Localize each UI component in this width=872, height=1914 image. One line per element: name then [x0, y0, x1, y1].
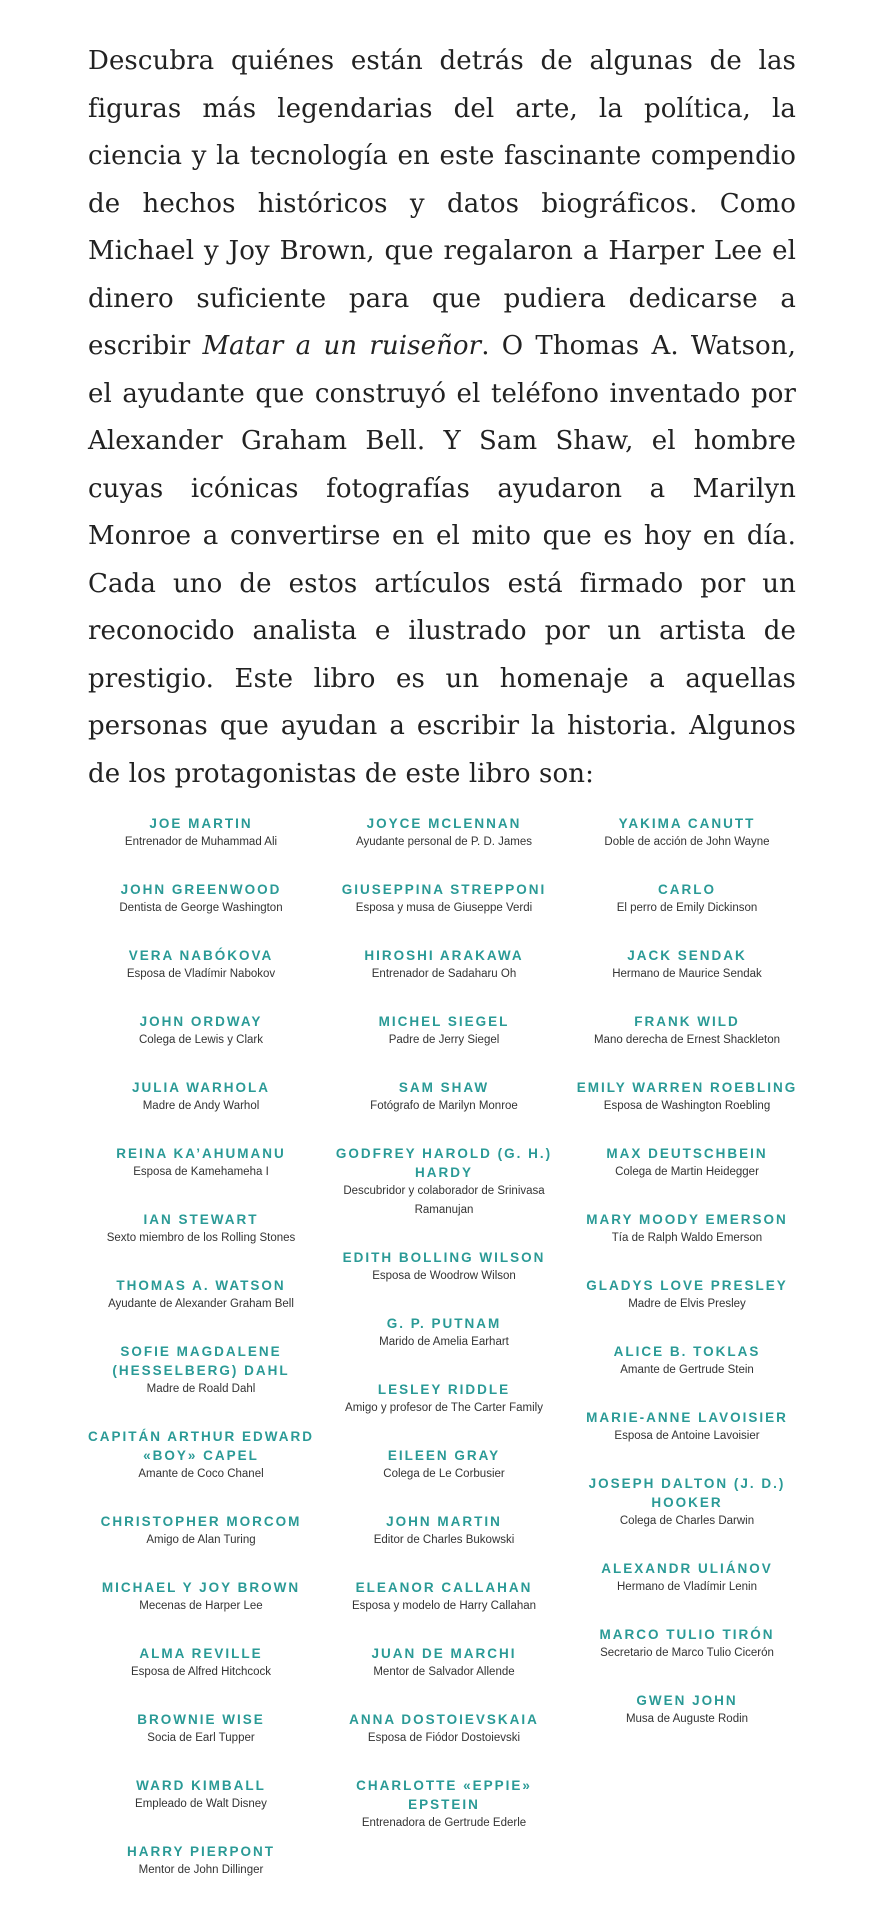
- protagonist-name: JULIA WARHOLA: [132, 1080, 270, 1095]
- protagonist-name: CARLO: [658, 882, 716, 897]
- protagonist-role: Ayudante personal de P. D. James: [355, 836, 533, 848]
- protagonist-entry: [80, 1210, 322, 1248]
- protagonist-entry: [80, 1012, 322, 1050]
- protagonist-entry: [80, 1342, 322, 1399]
- protagonist-name: HIROSHI ARAKAWA: [364, 948, 524, 963]
- protagonist-role: Esposa de Woodrow Wilson: [372, 1270, 516, 1282]
- protagonist-role: Esposa y modelo de Harry Callahan: [351, 1600, 537, 1612]
- protagonist-entry: [80, 1427, 322, 1484]
- protagonist-role: Amante de Coco Chanel: [138, 1468, 264, 1480]
- protagonist-role: Socia de Earl Tupper: [147, 1732, 255, 1744]
- protagonist-role: Colega de Martin Heidegger: [615, 1166, 759, 1178]
- protagonist-name: GWEN JOHN: [636, 1693, 738, 1708]
- protagonist-role: Colega de Le Corbusier: [383, 1468, 505, 1480]
- protagonist-name: THOMAS A. WATSON: [116, 1278, 286, 1293]
- protagonist-entry: [80, 946, 322, 984]
- intro-paragraph: [88, 38, 796, 798]
- protagonist-entry: [323, 1710, 565, 1748]
- protagonist-role: Musa de Auguste Rodin: [625, 1713, 749, 1725]
- protagonist-role: Esposa de Washington Roebling: [603, 1100, 771, 1112]
- protagonist-entry: [566, 946, 808, 984]
- protagonist-role: Descubridor y colaborador de Srinivasa Ramanujan: [343, 1185, 545, 1216]
- protagonist-entry: [80, 1710, 322, 1748]
- protagonist-role: Dentista de George Washington: [119, 902, 283, 914]
- protagonist-role: Entrenadora de Gertrude Ederle: [361, 1817, 527, 1829]
- protagonist-entry: [80, 1842, 322, 1880]
- protagonist-name: JOHN GREENWOOD: [120, 882, 282, 897]
- protagonist-role: Doble de acción de John Wayne: [604, 836, 770, 848]
- protagonist-entry: [80, 1276, 322, 1314]
- protagonist-role: Esposa de Fiódor Dostoievski: [367, 1732, 521, 1744]
- protagonist-role: Empleado de Walt Disney: [135, 1798, 267, 1810]
- protagonist-entry: [566, 1078, 808, 1116]
- protagonist-role: Colega de Charles Darwin: [619, 1515, 755, 1527]
- book-title: Matar a un ruiseñor: [202, 331, 482, 361]
- protagonist-role: Hermano de Maurice Sendak: [612, 968, 762, 980]
- protagonist-entry: [323, 1776, 565, 1833]
- intro-text-before: Descubra quiénes están detrás de algunas de las figuras más legendarias del arte, la política, la ciencia y la tecnología en este fascinante compendio de hechos históricos y datos biográficos. Como Michael y Joy Brown, que regalaron a Harper Lee el dinero suficiente para que pudiera dedicarse a escribir: [88, 46, 796, 361]
- column-3: [566, 814, 808, 1908]
- protagonist-entry: [323, 1012, 565, 1050]
- column-2: [323, 814, 565, 1908]
- protagonist-name: GIUSEPPINA STREPPONI: [341, 882, 547, 897]
- protagonist-entry: [566, 1012, 808, 1050]
- protagonist-role: Amigo y profesor de The Carter Family: [345, 1402, 543, 1414]
- protagonist-name: CAPITÁN ARTHUR EDWARD «BOY» CAPEL: [88, 1429, 314, 1463]
- protagonist-name: MAX DEUTSCHBEIN: [606, 1146, 768, 1161]
- protagonist-name: EDITH BOLLING WILSON: [342, 1250, 546, 1265]
- protagonist-entry: [323, 1314, 565, 1352]
- protagonist-name: G. P. PUTNAM: [386, 1316, 502, 1331]
- protagonist-role: Tía de Ralph Waldo Emerson: [611, 1232, 763, 1244]
- protagonist-name: ALEXANDR ULIÁNOV: [601, 1561, 773, 1576]
- protagonist-entry: [566, 1559, 808, 1597]
- protagonist-role: Madre de Andy Warhol: [142, 1100, 260, 1112]
- protagonist-name: VERA NABÓKOVA: [128, 948, 274, 963]
- protagonist-entry: [323, 1248, 565, 1286]
- protagonist-entry: [323, 1512, 565, 1550]
- protagonist-name: JACK SENDAK: [627, 948, 747, 963]
- protagonist-role: Esposa de Alfred Hitchcock: [131, 1666, 271, 1678]
- protagonist-name: HARRY PIERPONT: [126, 1844, 276, 1859]
- protagonist-role: Fotógrafo de Marilyn Monroe: [370, 1100, 518, 1112]
- protagonist-entry: [80, 880, 322, 918]
- protagonist-name: EMILY WARREN ROEBLING: [576, 1080, 798, 1095]
- protagonist-name: LESLEY RIDDLE: [377, 1382, 511, 1397]
- protagonist-role: Mano derecha de Ernest Shackleton: [593, 1034, 781, 1046]
- protagonist-name: SAM SHAW: [398, 1080, 490, 1095]
- protagonist-entry: [80, 1578, 322, 1616]
- protagonist-role: Ayudante de Alexander Graham Bell: [108, 1298, 294, 1310]
- protagonist-name: CHRISTOPHER MORCOM: [100, 1514, 302, 1529]
- protagonist-entry: [80, 1144, 322, 1182]
- protagonist-role: Entrenador de Muhammad Ali: [124, 836, 278, 848]
- protagonist-name: MARIE-ANNE LAVOISIER: [586, 1410, 788, 1425]
- protagonist-role: Editor de Charles Bukowski: [373, 1534, 515, 1546]
- protagonist-role: Sexto miembro de los Rolling Stones: [106, 1232, 296, 1244]
- protagonist-name: MARCO TULIO TIRÓN: [599, 1627, 775, 1642]
- protagonist-name: JOHN MARTIN: [386, 1514, 502, 1529]
- protagonist-entry: [323, 946, 565, 984]
- protagonist-name: ANNA DOSTOIEVSKAIA: [349, 1712, 539, 1727]
- protagonist-name: JOSEPH DALTON (J. D.) HOOKER: [588, 1476, 786, 1510]
- protagonist-role: Madre de Elvis Presley: [628, 1298, 746, 1310]
- protagonist-role: Amante de Gertrude Stein: [620, 1364, 754, 1376]
- protagonist-role: Marido de Amelia Earhart: [379, 1336, 509, 1348]
- protagonist-name: GODFREY HAROLD (G. H.) HARDY: [335, 1146, 553, 1180]
- protagonist-entry: [566, 880, 808, 918]
- protagonist-entry: [323, 814, 565, 852]
- protagonist-entry: [566, 1342, 808, 1380]
- protagonist-role: Padre de Jerry Siegel: [388, 1034, 500, 1046]
- protagonist-role: Colega de Lewis y Clark: [138, 1034, 263, 1046]
- protagonist-role: Mecenas de Harper Lee: [139, 1600, 263, 1612]
- protagonist-name: JOYCE MCLENNAN: [366, 816, 522, 831]
- protagonist-name: JOHN ORDWAY: [139, 1014, 263, 1029]
- protagonist-name: YAKIMA CANUTT: [618, 816, 756, 831]
- protagonist-entry: [566, 1691, 808, 1729]
- protagonist-entry: [566, 1276, 808, 1314]
- protagonist-role: Esposa de Antoine Lavoisier: [614, 1430, 760, 1442]
- protagonist-entry: [80, 1512, 322, 1550]
- protagonist-name: JOE MARTIN: [149, 816, 253, 831]
- protagonist-name: JUAN DE MARCHI: [371, 1646, 517, 1661]
- protagonist-entry: [566, 1474, 808, 1531]
- protagonist-role: Esposa y musa de Giuseppe Verdi: [355, 902, 533, 914]
- protagonist-entry: [566, 1210, 808, 1248]
- protagonist-name: MICHAEL Y JOY BROWN: [101, 1580, 301, 1595]
- protagonist-name: GLADYS LOVE PRESLEY: [586, 1278, 788, 1293]
- protagonist-name: EILEEN GRAY: [387, 1448, 501, 1463]
- protagonist-name: CHARLOTTE «EPPIE» EPSTEIN: [356, 1778, 532, 1812]
- protagonist-name: ELEANOR CALLAHAN: [355, 1580, 533, 1595]
- protagonist-name: MARY MOODY EMERSON: [586, 1212, 788, 1227]
- protagonist-entry: [566, 814, 808, 852]
- intro-text-after: . O Thomas A. Watson, el ayudante que construyó el teléfono inventado por Alexander Graham Bell. Y Sam Shaw, el hombre cuyas icónicas fotografías ayudaron a Marilyn Monroe a convertirse en el mito que es hoy en día. Cada uno de estos artículos está firmado por un reconocido analista e ilustrado por un artista de prestigio. Este libro es un homenaje a aquellas personas que ayudan a escribir la historia. Algunos de los protagonistas de este libro son:: [88, 331, 797, 789]
- protagonist-entry: [80, 814, 322, 852]
- protagonist-role: Mentor de Salvador Allende: [373, 1666, 515, 1678]
- protagonist-name: FRANK WILD: [634, 1014, 740, 1029]
- protagonist-name: BROWNIE WISE: [137, 1712, 265, 1727]
- protagonist-name: MICHEL SIEGEL: [378, 1014, 510, 1029]
- protagonist-name: SOFIE MAGDALENE (HESSELBERG) DAHL: [112, 1344, 290, 1378]
- protagonist-name: REINA KA’AHUMANU: [116, 1146, 286, 1161]
- protagonist-name: WARD KIMBALL: [136, 1778, 266, 1793]
- protagonists-list: [80, 814, 808, 1908]
- protagonist-role: Esposa de Kamehameha I: [133, 1166, 269, 1178]
- protagonist-entry: [323, 1644, 565, 1682]
- protagonist-entry: [323, 880, 565, 918]
- protagonist-role: Entrenador de Sadaharu Oh: [371, 968, 517, 980]
- protagonist-entry: [80, 1078, 322, 1116]
- protagonist-entry: [323, 1078, 565, 1116]
- protagonist-role: Esposa de Vladímir Nabokov: [126, 968, 276, 980]
- protagonist-entry: [323, 1380, 565, 1418]
- protagonist-role: Hermano de Vladímir Lenin: [617, 1581, 757, 1593]
- protagonist-entry: [323, 1446, 565, 1484]
- protagonist-name: ALMA REVILLE: [139, 1646, 263, 1661]
- protagonist-entry: [566, 1144, 808, 1182]
- column-1: [80, 814, 322, 1908]
- protagonist-entry: [80, 1644, 322, 1682]
- protagonist-role: Madre de Roald Dahl: [146, 1383, 256, 1395]
- protagonist-entry: [323, 1144, 565, 1220]
- protagonist-name: IAN STEWART: [143, 1212, 259, 1227]
- protagonist-entry: [566, 1408, 808, 1446]
- protagonist-role: Secretario de Marco Tulio Cicerón: [600, 1647, 774, 1659]
- protagonist-role: Mentor de John Dillinger: [138, 1864, 264, 1876]
- protagonist-role: El perro de Emily Dickinson: [616, 902, 758, 914]
- protagonist-entry: [566, 1625, 808, 1663]
- protagonist-role: Amigo de Alan Turing: [146, 1534, 256, 1546]
- protagonist-name: ALICE B. TOKLAS: [613, 1344, 761, 1359]
- protagonist-entry: [323, 1578, 565, 1616]
- protagonist-entry: [80, 1776, 322, 1814]
